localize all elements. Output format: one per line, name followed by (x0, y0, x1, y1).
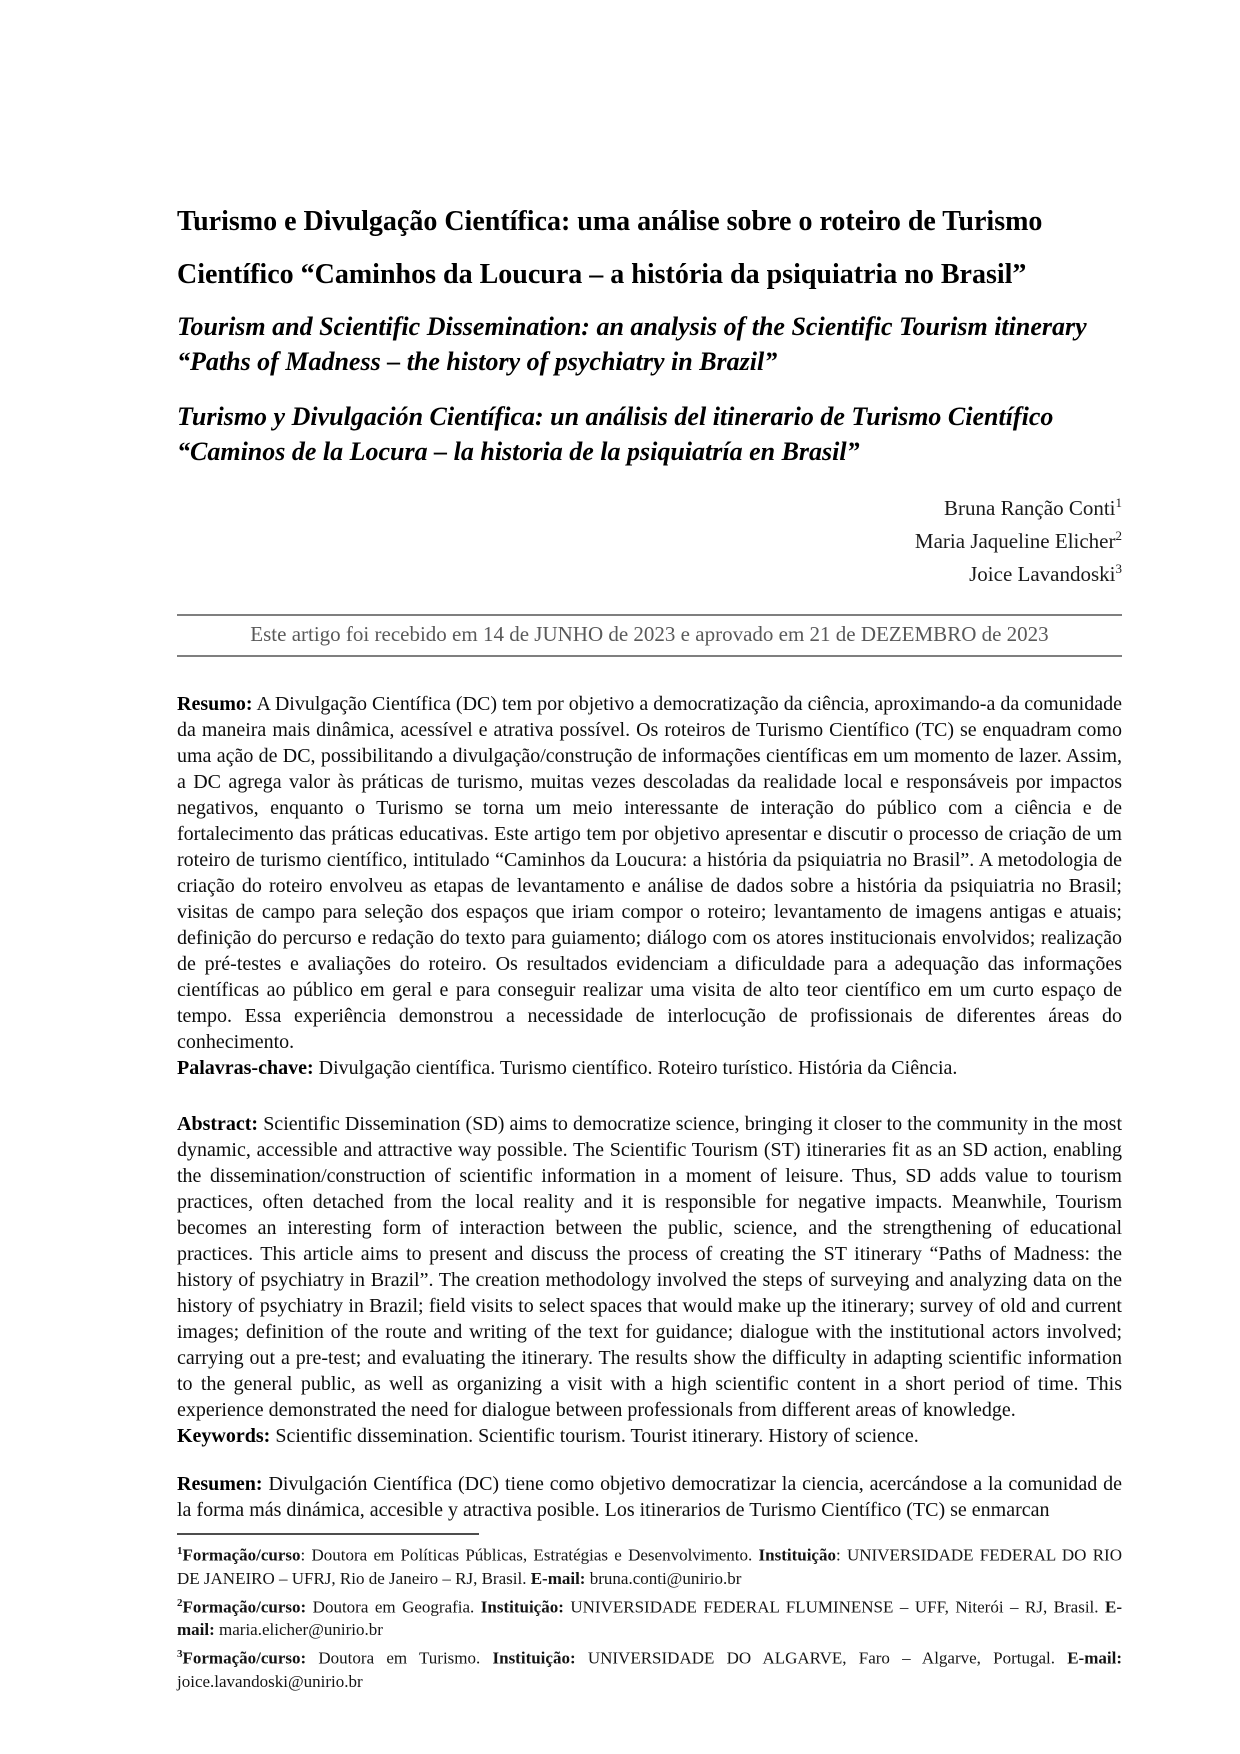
footnotes (177, 1540, 1122, 1693)
page-content (177, 0, 1122, 1693)
article-title-es (177, 399, 1122, 469)
footnote-1-text: Formação/curso: Doutora em Políticas Públicas, Estratégias e Desenvolvimento. Instituição: UNIVERSIDADE FEDERAL DO RIO DE JANEIRO – UFRJ, Rio de Janeiro – RJ, Brasil. E-mail: bruna.conti@unirio.br (177, 1545, 1122, 1588)
article-title-pt-line1: Turismo e Divulgação Científica: uma análise sobre o roteiro de Turismo (177, 206, 1043, 237)
author-list (177, 489, 1122, 588)
footnote-2 (177, 1592, 1122, 1642)
footnote-3-text: Formação/curso: Doutora em Turismo. Instituição: UNIVERSIDADE DO ALGARVE, Faro – Algarve, Portugal. E-mail: joice.lavandoski@unirio.br (177, 1648, 1122, 1691)
author-name: Maria Jaqueline Elicher$^2$ (914, 528, 1122, 553)
keywords-en-line (177, 1423, 1122, 1449)
abstract-en-paragraph (177, 1111, 1122, 1423)
abstract-pt-paragraph (177, 691, 1122, 1055)
footnote-separator (177, 1533, 479, 1535)
keywords-pt-line (177, 1055, 1122, 1081)
abstract-es-label: Resumen: (177, 1473, 263, 1495)
abstract-pt-section (177, 691, 1122, 1081)
article-title-es-line2: “Caminos de la Locura – la historia de la psiquiatría en Brasil” (177, 437, 860, 466)
keywords-pt-label: Palavras-chave: (177, 1057, 314, 1079)
received-approved-notice (177, 614, 1122, 657)
author-name: Bruna Ranção Conti$^1$ (944, 495, 1122, 520)
article-title-pt-line2: Científico “Caminhos da Loucura – a história da psiquiatria no Brasil” (177, 259, 1027, 290)
footnote-2-text: Formação/curso: Doutora em Geografia. Instituição: UNIVERSIDADE FEDERAL FLUMINENSE – UFF, Niterói – RJ, Brasil. E-mail: maria.elicher@unirio.br (177, 1597, 1122, 1640)
author-name: Joice Lavandoski$^3$ (969, 561, 1122, 586)
received-approved-text: Este artigo foi recebido em 14 de JUNHO de 2023 e aprovado em 21 de DEZEMBRO de 2023 (250, 622, 1049, 646)
abstract-pt-label: Resumo: (177, 693, 253, 715)
abstract-en-text: Scientific Dissemination (SD) aims to democratize science, bringing it closer to the community in the most dynamic, accessible and attractive way possible. The Scientific Tourism (ST) itineraries fit as an SD action, enabling the dissemination/construction of scientific information in a moment of leisure. Thus, SD adds value to tourism practices, often detached from the local reality and it is responsible for negative impacts. Meanwhile, Tourism becomes an interesting form of interaction between the public, science, and the strengthening of educational practices. This article aims to present and discuss the process of creating the ST itinerary “Paths of Madness: the history of psychiatry in Brazil”. The creation methodology involved the steps of surveying and analyzing data on the history of psychiatry in Brazil; field visits to select spaces that would make up the itinerary; survey of old and current images; definition of the route and writing of the text for guidance; dialogue with the institutional actors involved; carrying out a pre-test; and evaluating the itinerary. The results show the difficulty in adapting scientific information to the general public, as well as organizing a visit with a high scientific content in a short period of time. This experience demonstrated the need for dialogue between professionals from different areas of knowledge. (177, 1113, 1123, 1421)
abstract-en-section (177, 1111, 1122, 1449)
author-footnote-ref: 3 (1115, 561, 1122, 576)
keywords-pt-text: Divulgação científica. Turismo científico. Roteiro turístico. História da Ciência. (318, 1057, 958, 1079)
abstract-pt-text: A Divulgação Científica (DC) tem por objetivo a democratização da ciência, aproximando-a da comunidade da maneira mais dinâmica, acessível e atrativa possível. Os roteiros de Turismo Científico (TC) se enquadram como uma ação de DC, possibilitando a divulgação/construção de informações científicas em um momento de lazer. Assim, a DC agrega valor às práticas de turismo, muitas vezes descoladas da realidade local e responsáveis por impactos negativos, enquanto o Turismo se torna um meio interessante de interação do público com a ciência e de fortalecimento das práticas educativas. Este artigo tem por objetivo apresentar e discutir o processo de criação de um roteiro de turismo científico, intitulado “Caminhos da Loucura: a história da psiquiatria no Brasil”. A metodologia de criação do roteiro envolveu as etapas de levantamento e análise de dados sobre a história da psiquiatria no Brasil; visitas de campo para seleção dos espaços que iriam compor o roteiro; levantamento de imagens antigas e atuais; definição do percurso e redação do texto para guiamento; diálogo com os atores institucionais envolvidos; realização de pré-testes e avaliações do roteiro. Os resultados evidenciam a dificuldade para a adequação das informações científicas ao público em geral e para conseguir realizar uma visita de alto teor científico em um curto espaço de tempo. Essa experiência demonstrou a necessidade de interlocução de profissionais de diferentes áreas do conhecimento. (177, 693, 1122, 1053)
author-footnote-ref: 2 (1115, 528, 1122, 543)
article-title-en-line1: Tourism and Scientific Dissemination: an analysis of the Scientific Tourism itinerary (177, 312, 1087, 341)
abstract-es-paragraph (177, 1471, 1122, 1523)
article-title-es-line1: Turismo y Divulgación Científica: un análisis del itinerario de Turismo Científico (177, 402, 1054, 431)
article-title-pt (177, 195, 1122, 301)
footnote-3 (177, 1643, 1122, 1693)
article-title-en-line2: “Paths of Madness – the history of psychiatry in Brazil” (177, 347, 778, 376)
footnote-1 (177, 1540, 1122, 1590)
footnote-2-marker: 2 (177, 1596, 183, 1609)
keywords-en-text: Scientific dissemination. Scientific tourism. Tourist itinerary. History of science. (275, 1425, 919, 1447)
abstract-es-section (177, 1471, 1122, 1523)
author-footnote-ref: 1 (1115, 495, 1122, 510)
keywords-en-label: Keywords: (177, 1425, 271, 1447)
abstract-en-label: Abstract: (177, 1113, 259, 1135)
abstract-es-text: Divulgación Científica (DC) tiene como objetivo democratizar la ciencia, acercándose a la comunidad de la forma más dinámica, accesible y atractiva posible. Los itinerarios de Turismo Científico (TC) se enmarcan (177, 1473, 1122, 1521)
article-title-en (177, 309, 1122, 379)
footnote-3-marker: 3 (177, 1648, 183, 1661)
footnote-1-marker: 1 (177, 1545, 183, 1557)
